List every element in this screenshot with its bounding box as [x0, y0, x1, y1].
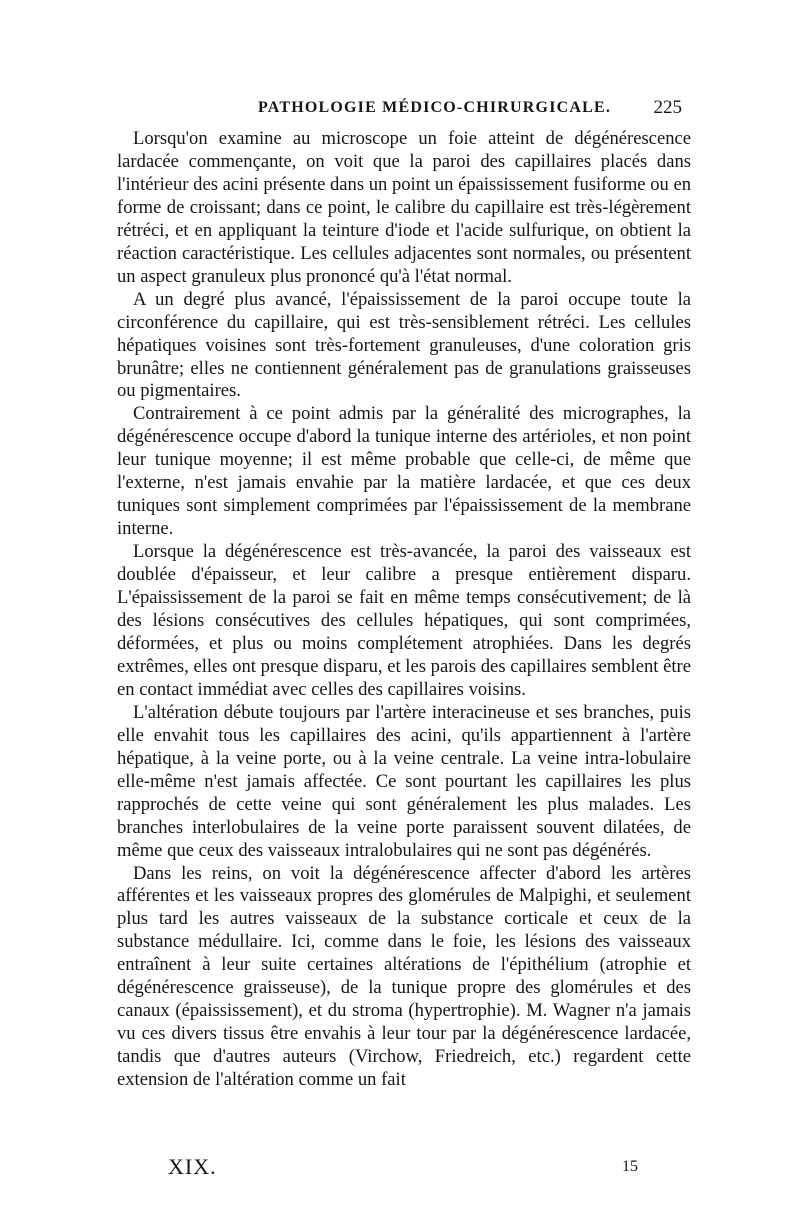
sheet-number: 15 — [622, 1158, 638, 1175]
running-head — [118, 99, 688, 123]
body-text — [117, 128, 691, 1092]
page-number: 225 — [653, 97, 682, 118]
signature-mark: XIX. — [168, 1154, 217, 1179]
page-footer — [168, 1154, 638, 1184]
paragraph-kidneys: Dans les reins, on voit la dégénérescence affecter d'abord les artères afférentes et les vaisseaux propres des glomérules de Malpighi, et seulement plus tard les autres vaisseaux de la substance corticale et ceux de la substance médullaire. Ici, comme dans le foie, les lésions des vaisseaux entraînent à leur suite certaines altérations de l'épithélium (atrophie et dégénérescence graisseuse), de la tunique propre des glomérules et des canaux (épaississement), et du stroma (hypertrophie). M. Wagner n'a jamais vu ces divers tissus être envahis à leur tour par la dégénérescence lardacée, tandis que d'autres auteurs (Virchow, Friedreich, etc.) regardent cette extension de l'altération comme un fait — [117, 862, 691, 1091]
paragraph-liver-early-stage: Lorsqu'on examine au microscope un foie atteint de dégénérescence lardacée commençante, on voit que la paroi des capillaires placés dans l'intérieur des acini présente dans un point un épaississement fusiforme ou en forme de croissant; dans ce point, le calibre du capillaire est très-légèrement rétréci, et en appliquant la teinture d'iode et l'acide sulfurique, on obtient la réaction caractéristique. Les cellules adjacentes sont normales, ou présentent un aspect granuleux plus prononcé qu'à l'état normal. — [117, 128, 691, 287]
running-title: PATHOLOGIE MÉDICO-CHIRURGICALE. — [258, 99, 612, 116]
paragraph-arteriole-tunics: Contrairement à ce point admis par la généralité des micrographes, la dégénérescence occupe d'abord la tunique interne des artérioles, et non point leur tunique moyenne; il est même probable que celle-ci, de même que l'externe, n'est jamais envahie par la matière lardacée, et que ces deux tuniques sont simplement comprimées par l'épaississement de la membrane interne. — [117, 403, 691, 540]
paragraph-alteration-onset: L'altération débute toujours par l'artère interacineuse et ses branches, puis elle envahit tous les capillaires des acini, qu'ils appartiennent à l'artère hépatique, à la veine porte, ou à la veine centrale. La veine intra-lobulaire elle-même n'est jamais affectée. Ce sont pourtant les capillaires les plus rapprochés de cette veine qui sont généralement les plus malades. Les branches interlobulaires de la veine porte paraissent souvent dilatées, de même que ceux des vaisseaux intralobulaires qui ne sont pas dégénérés. — [117, 701, 691, 861]
paragraph-very-advanced-stage: Lorsque la dégénérescence est très-avancée, la paroi des vaisseaux est doublée d'épaisseur, et leur calibre a presque entièrement disparu. L'épaississement de la paroi se fait en même temps consécutivement; de là des lésions consécutives des cellules hépatiques, qui sont comprimées, déformées, et plus ou moins complétement atrophiées. Dans les degrés extrêmes, elles ont presque disparu, et les parois des capillaires semblent être en contact immédiat avec celles des capillaires voisins. — [117, 541, 691, 700]
paragraph-liver-advanced-stage: A un degré plus avancé, l'épaississement de la paroi occupe toute la circonférence du capillaire, qui est très-sensiblement rétréci. Les cellules hépatiques voisines sont très-fortement granuleuses, d'une coloration gris brunâtre; elles ne contiennent généralement pas de granulations graisseuses ou pigmentaires. — [117, 288, 691, 402]
